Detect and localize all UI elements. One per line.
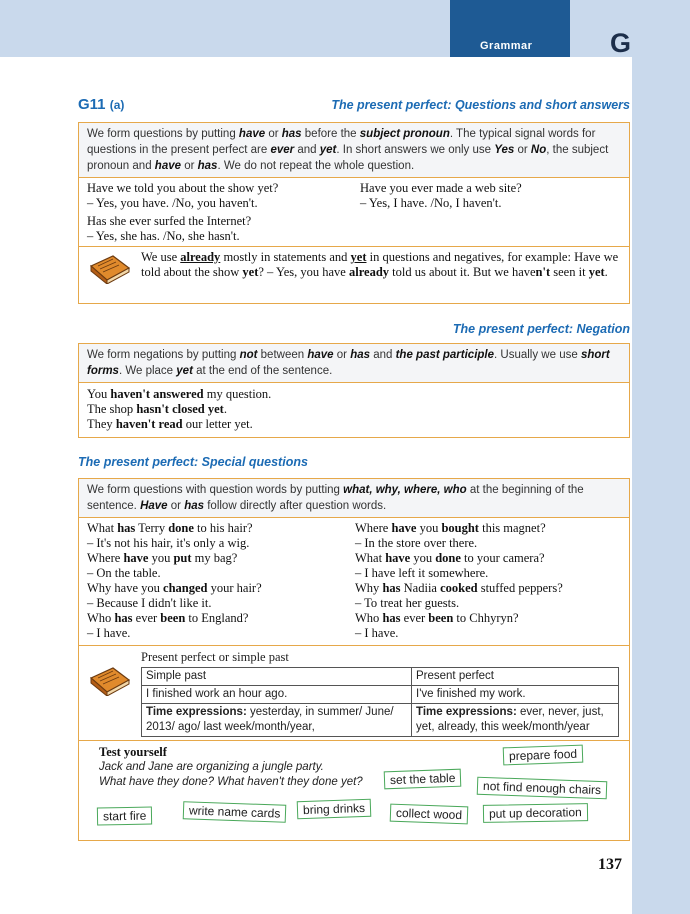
special-examples — [79, 518, 629, 645]
example-line: – Yes, I have. /No, I haven't. — [360, 196, 502, 210]
g11-title-row — [78, 96, 630, 116]
example-line: – On the table. — [87, 566, 161, 580]
negation-box — [78, 343, 630, 438]
example-line: You haven't answered my question. — [87, 387, 272, 401]
page-number: 137 — [598, 856, 622, 873]
example-line: Have you ever made a web site? — [360, 181, 522, 195]
example-line: Where have you bought this magnet? — [355, 521, 546, 535]
example-line: Who has ever been to Chhyryn? — [355, 611, 519, 625]
task-tag-bring-drinks: bring drinks — [297, 799, 372, 820]
example-line: Where have you put my bag? — [87, 551, 238, 565]
task-tag-collect-wood: collect wood — [390, 804, 469, 825]
questions-example-2 — [79, 211, 629, 246]
example-line: – Yes, you have. /No, you haven't. — [87, 196, 258, 210]
already-yet-note: We use already mostly in statements and yet in questions and negatives, for example: Have we told about the show yet? – Yes, you have already told us about it. But we haven't seen it yet. — [79, 246, 629, 287]
test-title: Test yourself — [99, 745, 167, 759]
task-tag-set-table: set the table — [384, 769, 462, 790]
special-rule: We form questions with question words by putting what, why, where, who at the beginning of the sentence. Have or has follow directly after question words. — [79, 479, 629, 518]
book-icon — [87, 662, 131, 696]
example-line: Have we told you about the show yet? — [87, 181, 279, 195]
comparison-title: Present perfect or simple past — [141, 650, 289, 664]
present-perfect-example: I've finished my work. — [412, 686, 619, 704]
example-line: Has she ever surfed the Internet? — [87, 214, 252, 228]
example-line: – I have. — [87, 626, 131, 640]
section-letter: G — [610, 28, 632, 58]
test-yourself — [79, 740, 629, 835]
test-line-2: What have they done? What haven't they done yet? — [99, 776, 363, 788]
negation-examples — [79, 383, 629, 436]
col-header-present-perfect: Present perfect — [412, 668, 619, 686]
example-line: They haven't read our letter yet. — [87, 417, 253, 431]
example-line: – Because I didn't like it. — [87, 596, 212, 610]
example-line: Who has ever been to England? — [87, 611, 249, 625]
example-line: – In the store over there. — [355, 536, 478, 550]
negation-rule: We form negations by putting not between have or has and the past participle. Usually we use short forms. We place yet at the end of the sentence. — [79, 344, 629, 383]
example-line: – I have. — [355, 626, 399, 640]
comparison-section — [79, 645, 629, 740]
example-line: What have you done to your camera? — [355, 551, 545, 565]
questions-rule: We form questions by putting have or has before the subject pronoun. The typical signal words for questions in the present perfect are ever and yet. In short answers we only use Yes or No, the subject pronoun and have or has. We do not repeat the whole question. — [79, 123, 629, 178]
special-box — [78, 478, 630, 841]
task-tag-start-fire: start fire — [97, 807, 153, 826]
special-heading: The present perfect: Special questions — [78, 455, 308, 469]
task-tag-prepare-food: prepare food — [503, 745, 584, 766]
example-line: What has Terry done to his hair? — [87, 521, 253, 535]
section-tab — [450, 0, 570, 57]
test-line-1: Jack and Jane are organizing a jungle party. — [99, 761, 324, 773]
example-line: The shop hasn't closed yet. — [87, 402, 227, 416]
example-line: Why have you changed your hair? — [87, 581, 262, 595]
side-strip — [632, 57, 690, 914]
negation-title-row — [78, 320, 630, 340]
task-tag-put-up-decoration: put up decoration — [483, 803, 588, 823]
example-line: – To treat her guests. — [355, 596, 460, 610]
col-header-simple-past: Simple past — [142, 668, 412, 686]
example-line: – I have left it somewhere. — [355, 566, 489, 580]
simple-past-time-expressions: Time expressions: yesterday, in summer/ June/ 2013/ ago/ last week/month/year, — [142, 704, 412, 737]
task-tag-not-find-chairs: not find enough chairs — [477, 777, 608, 800]
comparison-table — [141, 667, 619, 737]
example-line: Why has Nadiia cooked stuffed peppers? — [355, 581, 563, 595]
questions-heading: The present perfect: Questions and short answers — [331, 98, 630, 112]
section-label: Grammar — [480, 40, 533, 52]
present-perfect-time-expressions: Time expressions: ever, never, just, yet, already, this week/month/year — [412, 704, 619, 737]
book-icon — [87, 250, 131, 284]
example-line: – Yes, she has. /No, she hasn't. — [87, 229, 240, 243]
questions-examples — [79, 178, 629, 211]
example-line: – It's not his hair, it's only a wig. — [87, 536, 250, 550]
negation-heading: The present perfect: Negation — [452, 322, 630, 336]
task-tag-write-cards: write name cards — [183, 801, 287, 823]
unit-code: G11 (a) — [78, 96, 125, 113]
simple-past-example: I finished work an hour ago. — [142, 686, 412, 704]
letter-tab — [572, 0, 690, 57]
questions-box — [78, 122, 630, 304]
